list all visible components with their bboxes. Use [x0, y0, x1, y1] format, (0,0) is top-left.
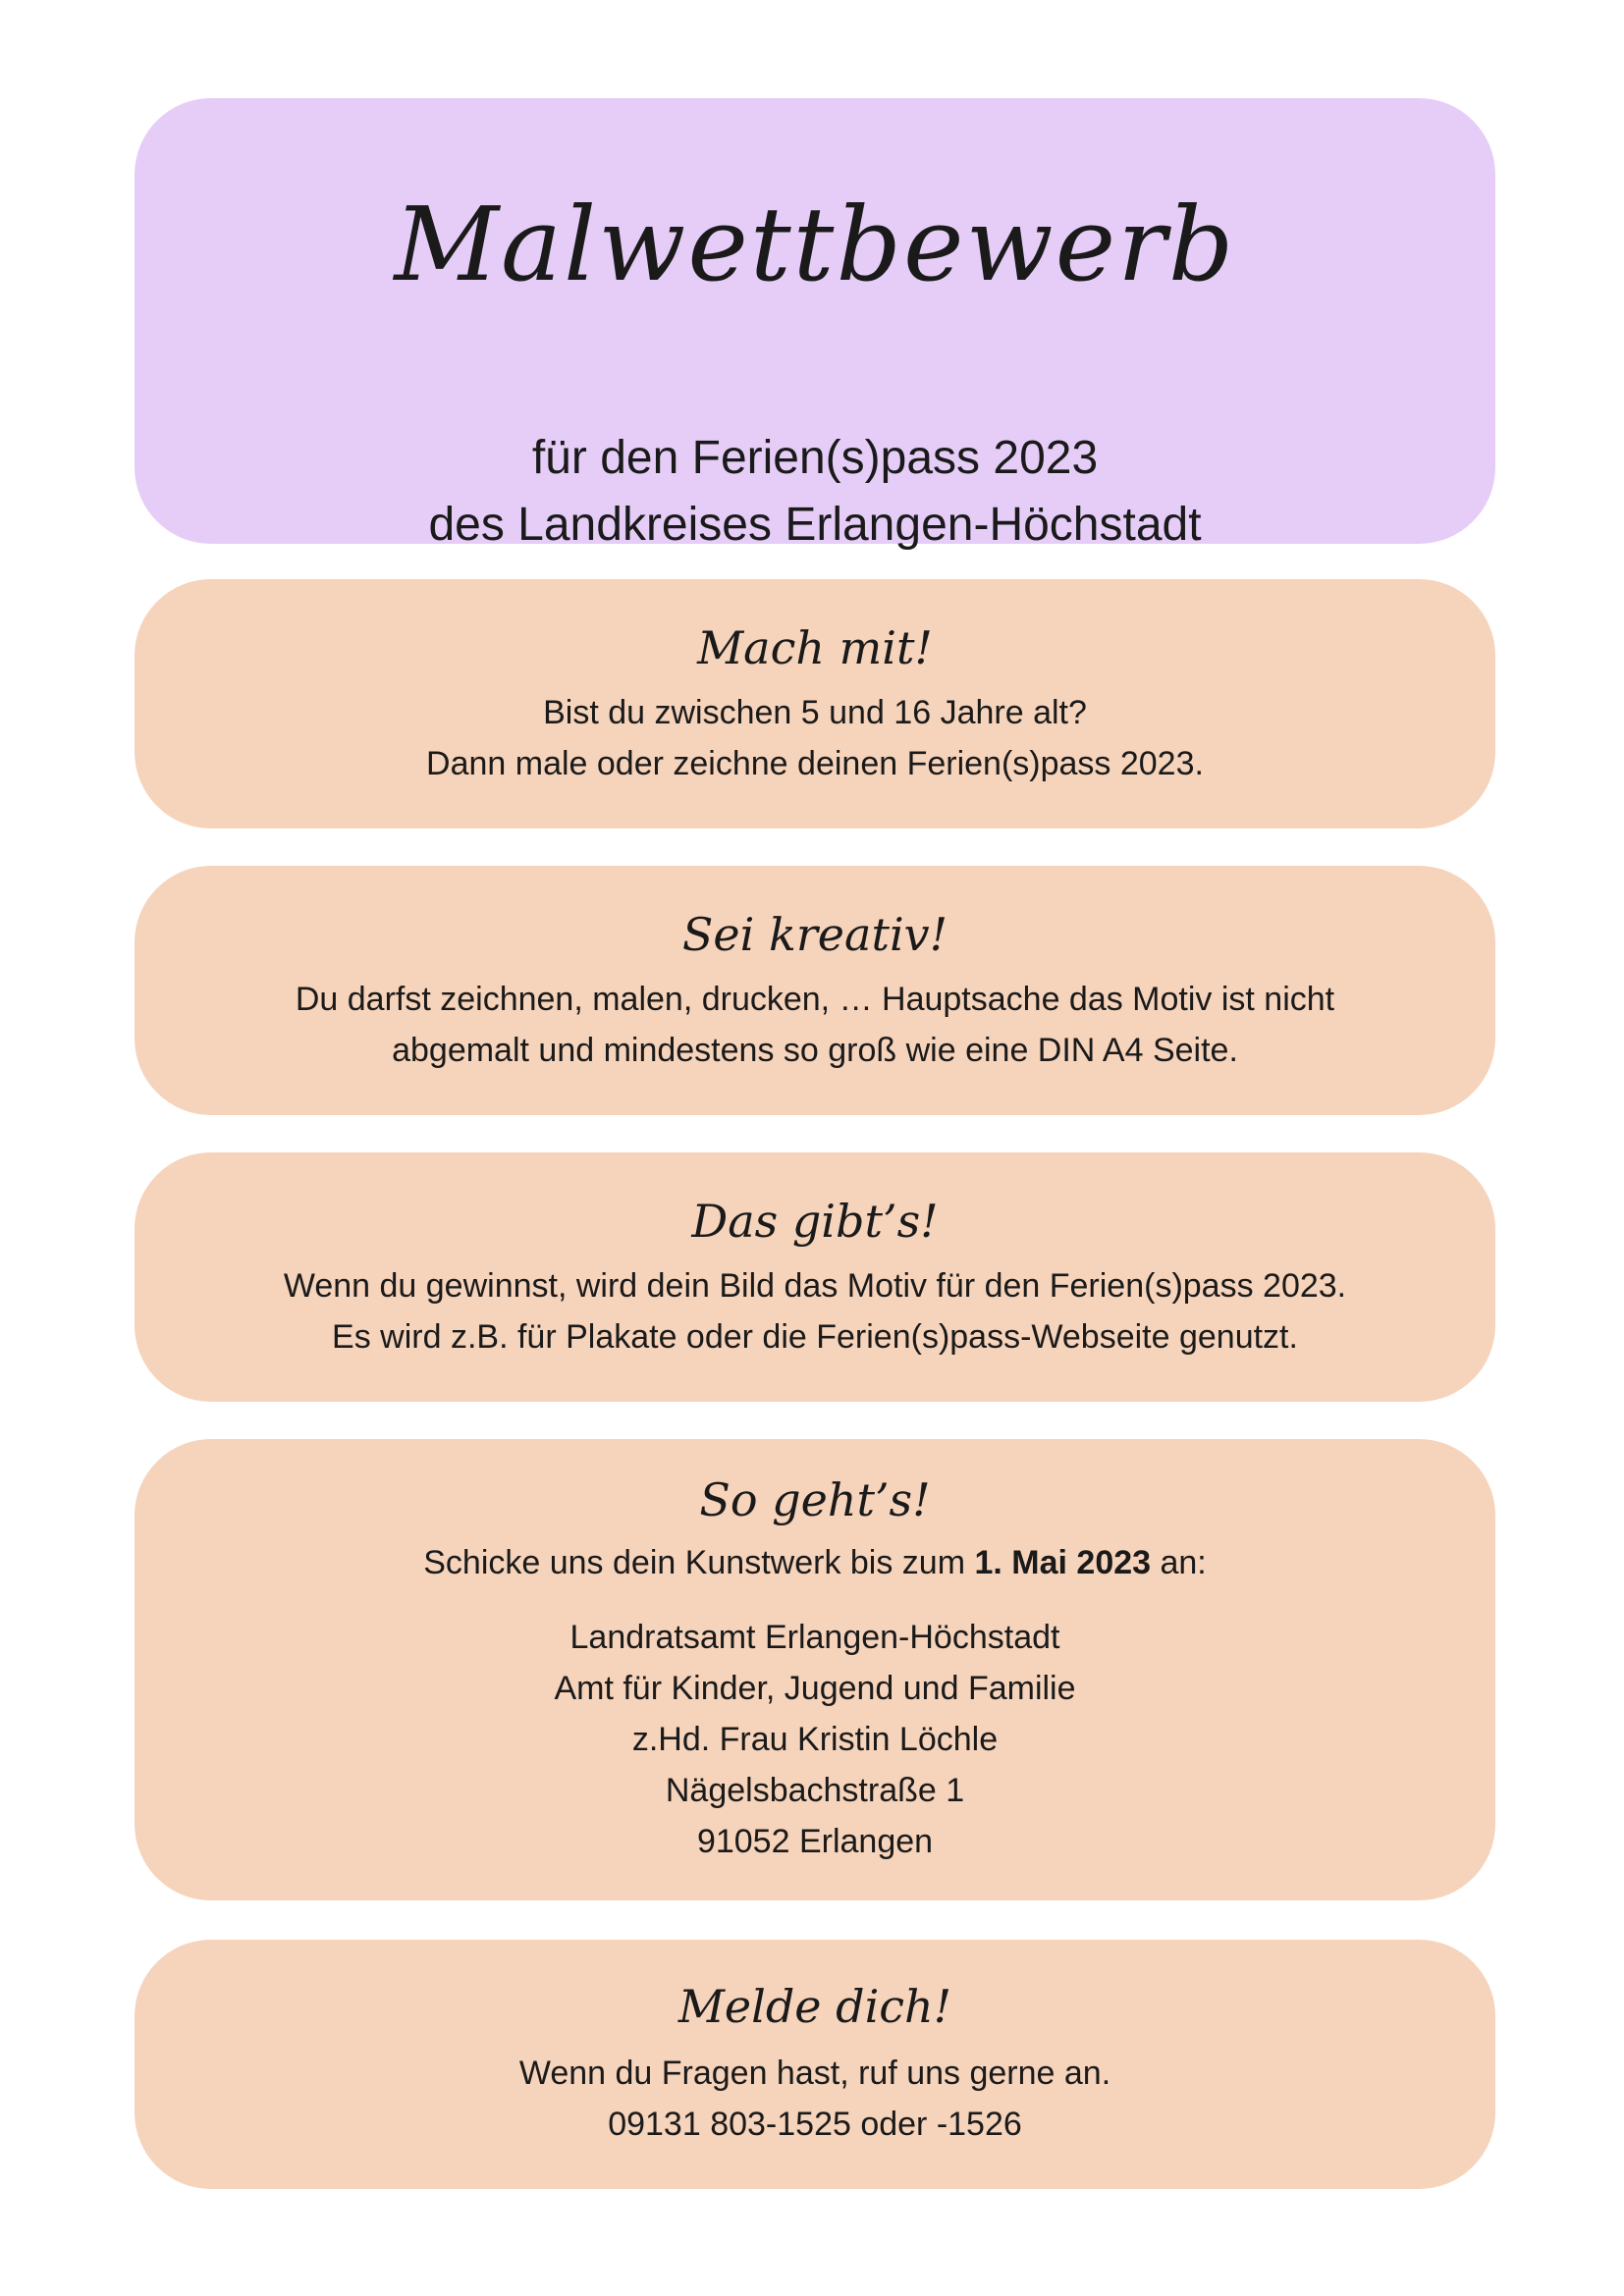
section-heading: Mach mit! — [697, 621, 933, 674]
section-text-line: Es wird z.B. für Plakate oder die Ferien(s)pass-Webseite genutzt. — [332, 1318, 1298, 1356]
section-text-line: Dann male oder zeichne deinen Ferien(s)pass 2023. — [426, 745, 1204, 782]
section-heading: So geht’s! — [699, 1473, 931, 1526]
subtitle-line-2: des Landkreises Erlangen-Höchstadt — [428, 499, 1202, 551]
address-line: 91052 Erlangen — [696, 1823, 934, 1860]
section-text-line: Bist du zwischen 5 und 16 Jahre alt? — [543, 694, 1087, 731]
deadline-outro: an: — [1151, 1544, 1207, 1581]
deadline-date: 1. Mai 2023 — [974, 1544, 1152, 1581]
deadline-intro: Schicke uns dein Kunstwerk bis zum — [423, 1544, 975, 1581]
address-line: Amt für Kinder, Jugend und Familie — [554, 1670, 1076, 1707]
title-box — [135, 98, 1495, 551]
section-so-gehts — [135, 1439, 1495, 1900]
section-text-line: abgemalt und mindestens so groß wie eine DIN A4 Seite. — [392, 1032, 1238, 1069]
section-text-line: Wenn du gewinnst, wird dein Bild das Motiv für den Ferien(s)pass 2023. — [283, 1267, 1347, 1305]
subtitle-line-1: für den Ferien(s)pass 2023 — [531, 432, 1099, 484]
section-melde-dich — [135, 1940, 1495, 2189]
section-mach-mit — [135, 579, 1495, 828]
section-heading: Sei kreativ! — [681, 908, 948, 961]
deadline-sentence — [135, 1537, 1495, 1588]
address-line: Landratsamt Erlangen-Höchstadt — [569, 1619, 1060, 1656]
section-heading: Das gibt’s! — [691, 1195, 939, 1248]
address-line: z.Hd. Frau Kristin Löchle — [631, 1721, 999, 1758]
section-text-line: Du darfst zeichnen, malen, drucken, … Hauptsache das Motiv ist nicht — [295, 981, 1335, 1018]
page-title: Malwettbewerb — [394, 185, 1236, 304]
section-text-line: Wenn du Fragen hast, ruf uns gerne an. — [518, 2055, 1111, 2092]
section-sei-kreativ — [135, 866, 1495, 1115]
section-das-gibts — [135, 1152, 1495, 1402]
address-line: Nägelsbachstraße 1 — [665, 1772, 965, 1809]
section-heading: Melde dich! — [677, 1980, 952, 2033]
phone-numbers: 09131 803-1525 oder -1526 — [608, 2106, 1022, 2143]
